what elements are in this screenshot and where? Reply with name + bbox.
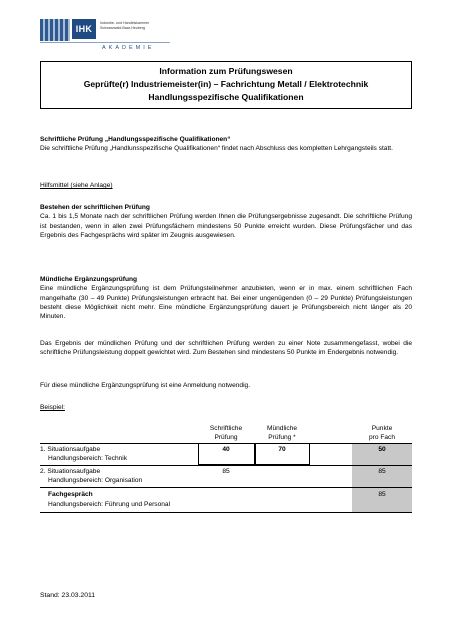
example-label: Beispiel: [40, 404, 65, 411]
row1-title: 1. Situationsaufgabe [40, 446, 101, 453]
logo-stripes-icon [40, 19, 70, 41]
footer-date: Stand: 23.03.2011 [40, 592, 96, 599]
logo-chamber-name: Industrie- und Handelskammer Schwarzwald-Baar-Heuberg [100, 21, 150, 30]
ihk-akademie-logo [40, 19, 230, 51]
row1-schriftlich: 40 [222, 446, 230, 453]
hilfsmittel-link[interactable]: Hilfsmittel (siehe Anlage) [40, 182, 113, 189]
title-line-2: Geprüfte(r) Industriemeister(in) – Fachrichtung Metall / Elektrotechnik [83, 79, 369, 89]
section-written-exam-heading: Schriftliche Prüfung „Handlungsspezifische Qualifikationen“ [40, 136, 231, 143]
row2-title: 2. Situationsaufgabe [40, 468, 101, 475]
header-muendlich: Mündliche Prüfung * [266, 425, 298, 442]
header-schriftlich: Schriftliche Prüfung [209, 425, 243, 442]
row2-punkte: 85 [378, 468, 386, 475]
table-rule [40, 487, 412, 488]
row3-punkte: 85 [378, 491, 386, 498]
row3-title: Fachgespräch [48, 491, 93, 498]
title-line-3: Handlungsspezifische Qualifikationen [148, 92, 304, 102]
table-rule [40, 465, 412, 466]
section-written-exam-text: Die schriftliche Prüfung „Handlunsspezifische Qualifikationen“ findet nach Abschluss des kompletten Lehrgangsteils statt. [40, 145, 393, 153]
section-oral-exam-text-2: Das Ergebnis der mündlichen Prüfung und der schriftlichen Prüfung werden zu einer Note zusammengefasst, wobei die schriftliche Prüfungsleistung doppelt gewichtet wird. Zum Bestehen sind mindestens 50 Punkte im Endergebnis notwendig. [40, 340, 412, 357]
section-passing-text: Ca. 1 bis 1,5 Monate nach der schriftlichen Prüfung werden Ihnen die Prüfungsergebnisse zugesandt. Die schriftliche Prüfung ist bestanden, wenn in allen zwei Prüfungsfächern mindestens 50 Punkte erreicht wurden. Diese Prüfungsfächer und das Ergebnis des Fachgesprächs wird später im Zeugnis ausgewiesen. [40, 213, 412, 239]
title-box [40, 61, 412, 109]
row1-punkte: 50 [378, 446, 386, 453]
row3-sub: Handlungsbereich: Führung und Personal [48, 501, 171, 508]
row1-sub: Handlungsbereich: Technik [48, 455, 128, 462]
logo-akademie: AKADEMIE [102, 45, 155, 51]
row2-sub: Handlungsbereich: Organisation [48, 477, 143, 484]
section-oral-exam-heading: Mündliche Ergänzungsprüfung [40, 276, 138, 283]
logo-ihk: IHK [72, 19, 96, 39]
section-oral-exam [40, 275, 412, 321]
section-oral-exam-text-3: Für diese mündliche Ergänzungsprüfung ist eine Anmeldung notwendig. [40, 382, 251, 389]
header-punkte: Punkte pro Fach [368, 425, 396, 442]
section-passing-heading: Bestehen der schriftlichen Prüfung [40, 204, 150, 211]
row2-schriftlich: 85 [222, 468, 230, 475]
section-oral-exam-text: Eine mündliche Ergänzungsprüfung ist dem Prüfungsteilnehmer anzubieten, wenn er in max. einem schriftlichen Fach mangelhafte (30 – 49 Punkte) Prüfungsleistungen erbracht hat. Bei einer ungenügenden (0 – 29 Punkte) Prüfungsleistungen besteht diese Möglichkeit nicht mehr. Eine mündliche Ergänzungsprüfung dauert je Prüfungsbereich nicht länger als 20 Minuten. [40, 285, 412, 321]
section-passing [40, 203, 412, 240]
title-line-1: Information zum Prüfungswesen [159, 66, 293, 76]
table-rule [40, 512, 412, 513]
logo-divider [40, 42, 170, 43]
row1-muendlich: 70 [278, 446, 286, 453]
section-written-exam [40, 135, 412, 154]
